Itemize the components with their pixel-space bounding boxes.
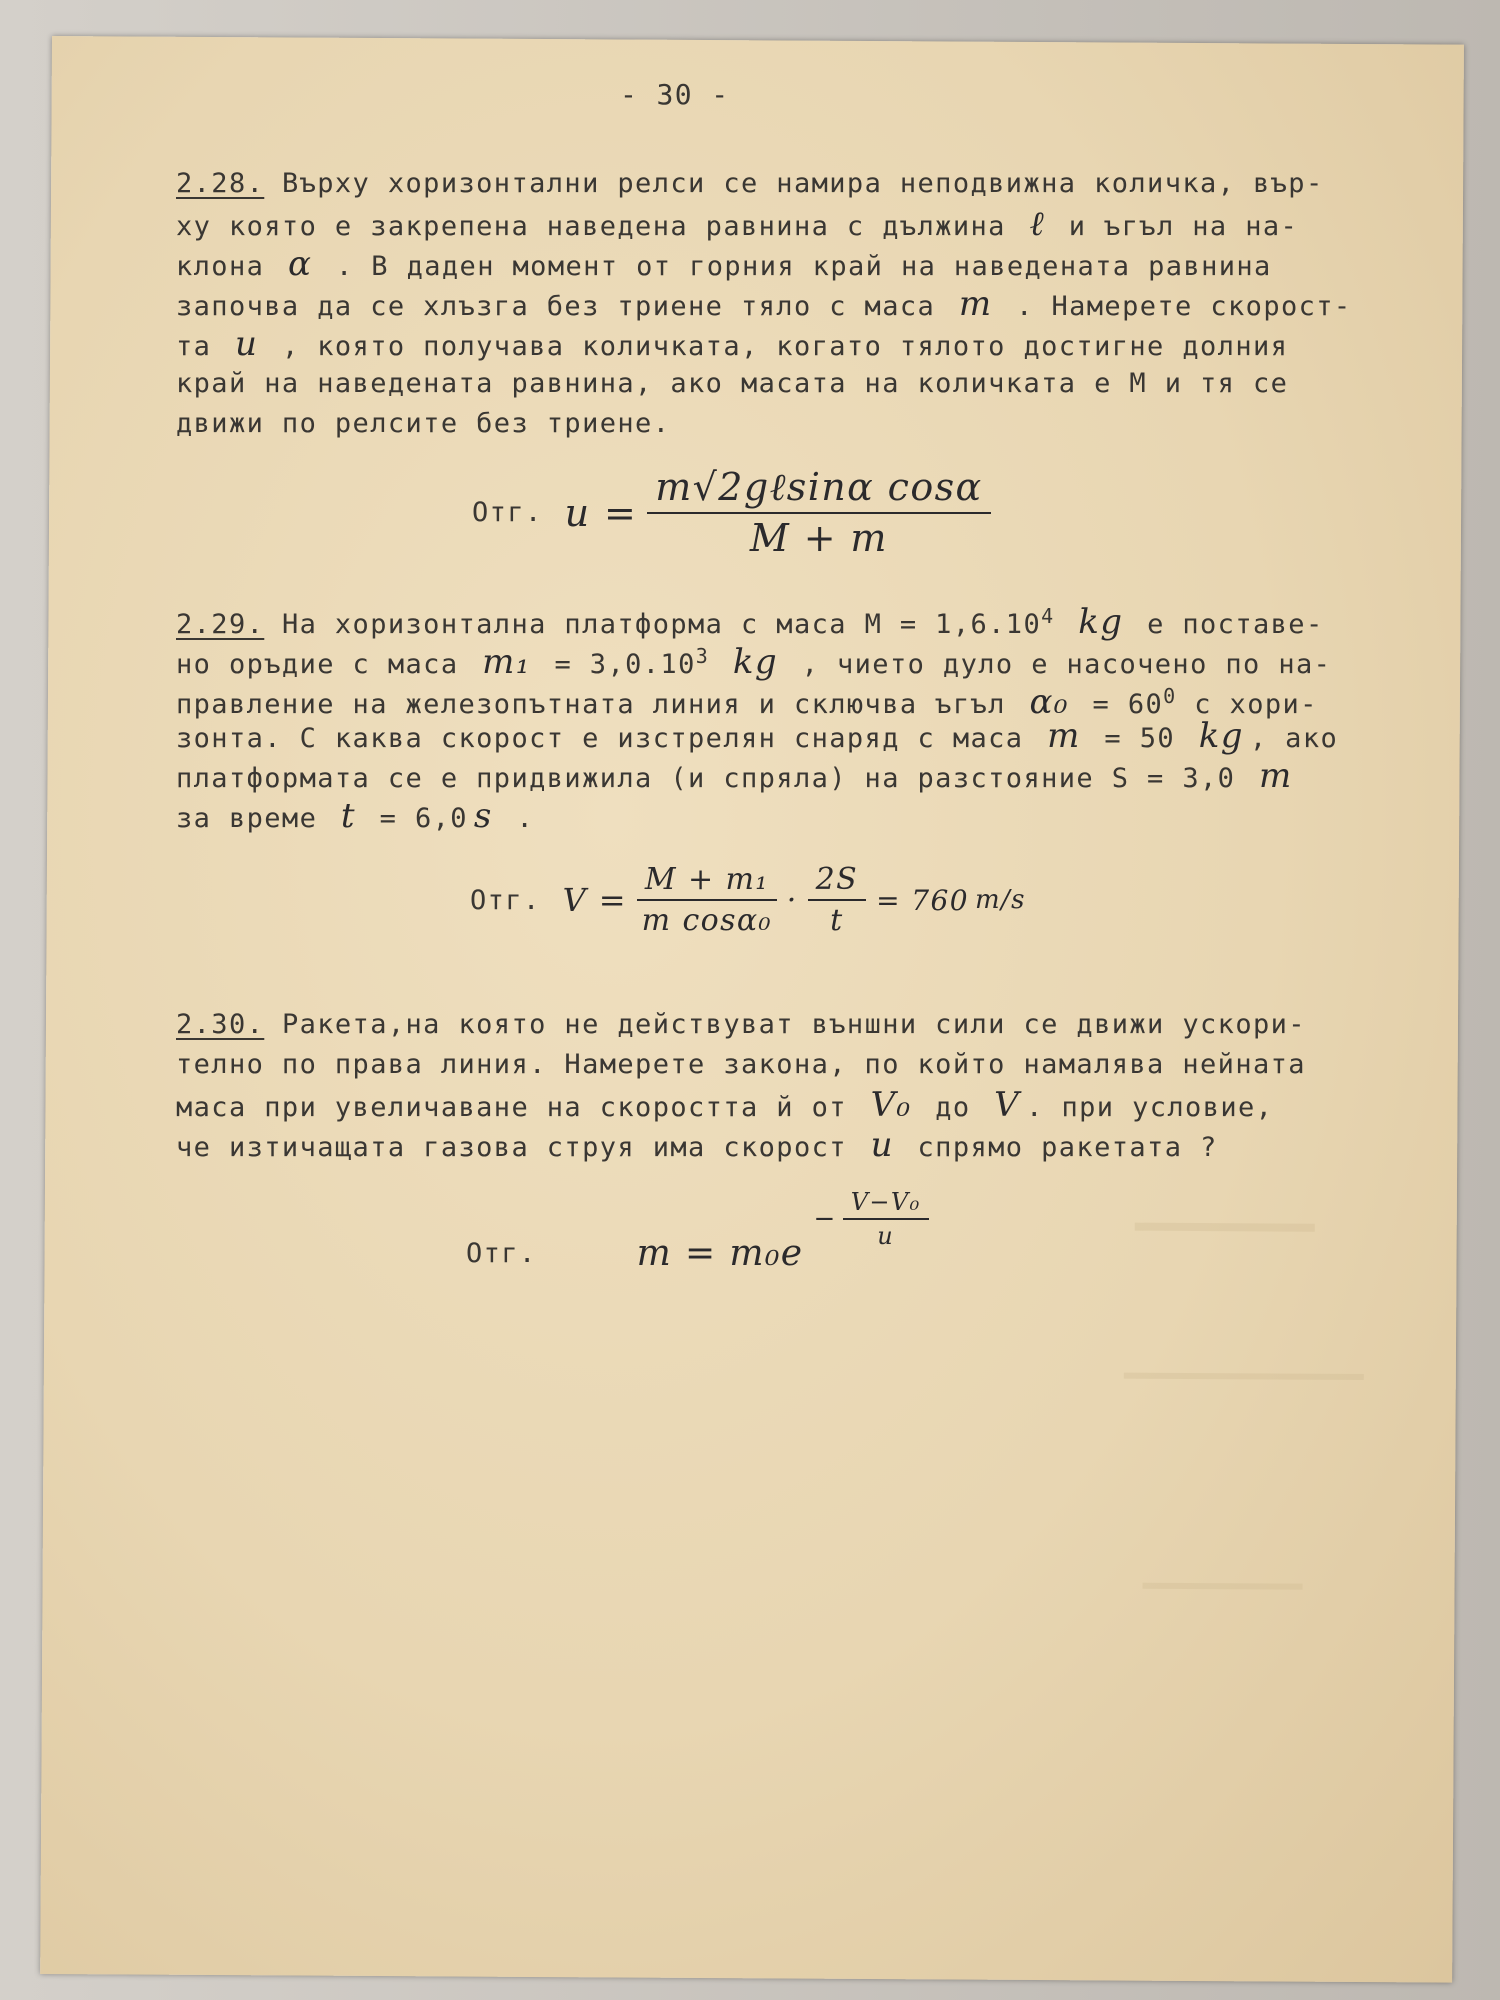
text-line: че изтичащата газова струя има скорост u спрямо ракетата ? [176, 1125, 1218, 1165]
result-unit: m/s [974, 885, 1026, 915]
symbol-u: u [870, 1125, 894, 1165]
text-line: 2.30. Ракета,на която не действуват външни сили се движи ускори- [176, 1009, 1306, 1040]
symbol-alpha0: α₀ [1029, 682, 1069, 722]
denominator: M + m [749, 516, 888, 560]
symbol-v0: V₀ [870, 1085, 912, 1125]
answer-lhs: V = [562, 881, 627, 919]
answer-2-30 [466, 1188, 929, 1284]
numerator: m√2gℓsinα cosα [647, 465, 990, 514]
text-line: но оръдие с маса $m_1 = 3,0.10^3$ kg , чието дуло е насочено по на- [176, 642, 1332, 682]
text-line: та u , която получава количката, когато тялото достигне долния [176, 324, 1289, 364]
exponent: − $\frac{\text{V−V₀}}{u}$ [804, 1188, 929, 1250]
problem-2-29 [176, 596, 1339, 836]
text-line: зонта. С каква скорост е изстрелян снаряд с маса m = 50 kg , ако [176, 716, 1339, 756]
text-line: ху която е закрепена наведена равнина с дължина ℓ и ъгъл на на- [176, 204, 1299, 244]
symbol-length: ℓ [1029, 204, 1046, 244]
problem-number: 2.30. [176, 1009, 265, 1040]
result-value: = 760 [876, 883, 969, 917]
fraction: $\frac{\text{M + m₁}}{\text{m cosα₀}}$ [637, 862, 777, 938]
bleed-through [1135, 1223, 1315, 1232]
text-line: правление на железопътната линия и сключва ъгъл $\alpha_0 = 60^0$ с хори- [176, 682, 1318, 722]
symbol-m: m [1047, 716, 1081, 756]
symbol-m1: m₁ [482, 642, 531, 682]
text-line: маса при увеличаване на скоростта й от V₀ до V . при условие, [176, 1085, 1274, 1125]
problem-number: 2.29. [176, 609, 265, 640]
bleed-through [1143, 1583, 1303, 1590]
text-line: движи по релсите без триене. [176, 408, 671, 439]
text-line: 2.29. На хоризонтална платформа с маса $М = 1,6.10^4$ kg е поставе- [176, 602, 1324, 642]
text-line: за време t = 6,0 s . [176, 796, 535, 836]
symbol-u: u [234, 324, 259, 364]
fraction: $\frac{\text{V−V₀}}{u}$ [843, 1188, 929, 1250]
text-line: платформата се е придвижила (и спряла) на разстояние S = 3,0 m [176, 756, 1293, 796]
answer-lhs: m = m₀e [636, 1232, 804, 1274]
symbol-t: t [340, 796, 356, 836]
symbol-v: V [994, 1085, 1021, 1125]
text-line: 2.28. Върху хоризонтални релси се намира неподвижна количка, вър- [176, 168, 1324, 199]
symbol-m: m [958, 284, 993, 324]
bleed-through [1124, 1373, 1364, 1380]
answer-label: Отг. [472, 497, 543, 528]
fraction: $\frac{2S}{t}$ [808, 862, 866, 938]
fraction [647, 465, 990, 560]
text-line: клона α . В даден момент от горния край на наведената равнина [176, 244, 1272, 284]
answer-2-29: Отг. V = $\frac{\text{M + m₁}}{\text{m cosα₀}}$ · $\frac{2S}{t}$ = 760 m/s [470, 862, 1026, 938]
problem-number: 2.28. [176, 168, 265, 199]
answer-lhs: u = [564, 490, 638, 535]
text-line: край на наведената равнина, ако масата на количката е М и тя се [176, 368, 1289, 399]
problem-2-30 [176, 1005, 1316, 1165]
answer-label: Отг. [470, 884, 541, 916]
symbol-alpha: α [287, 244, 313, 284]
answer-2-28 [472, 465, 1001, 560]
page-number: - 30 - [620, 78, 730, 111]
text-line: започва да се хлъзга без триене тяло с маса m . Намерете скорост- [176, 284, 1352, 324]
answer-label: Отг. [466, 1237, 537, 1269]
problem-2-28 [176, 164, 1352, 444]
text-line: телно по права линия. Намерете закона, по който намалява нейната [176, 1049, 1306, 1080]
